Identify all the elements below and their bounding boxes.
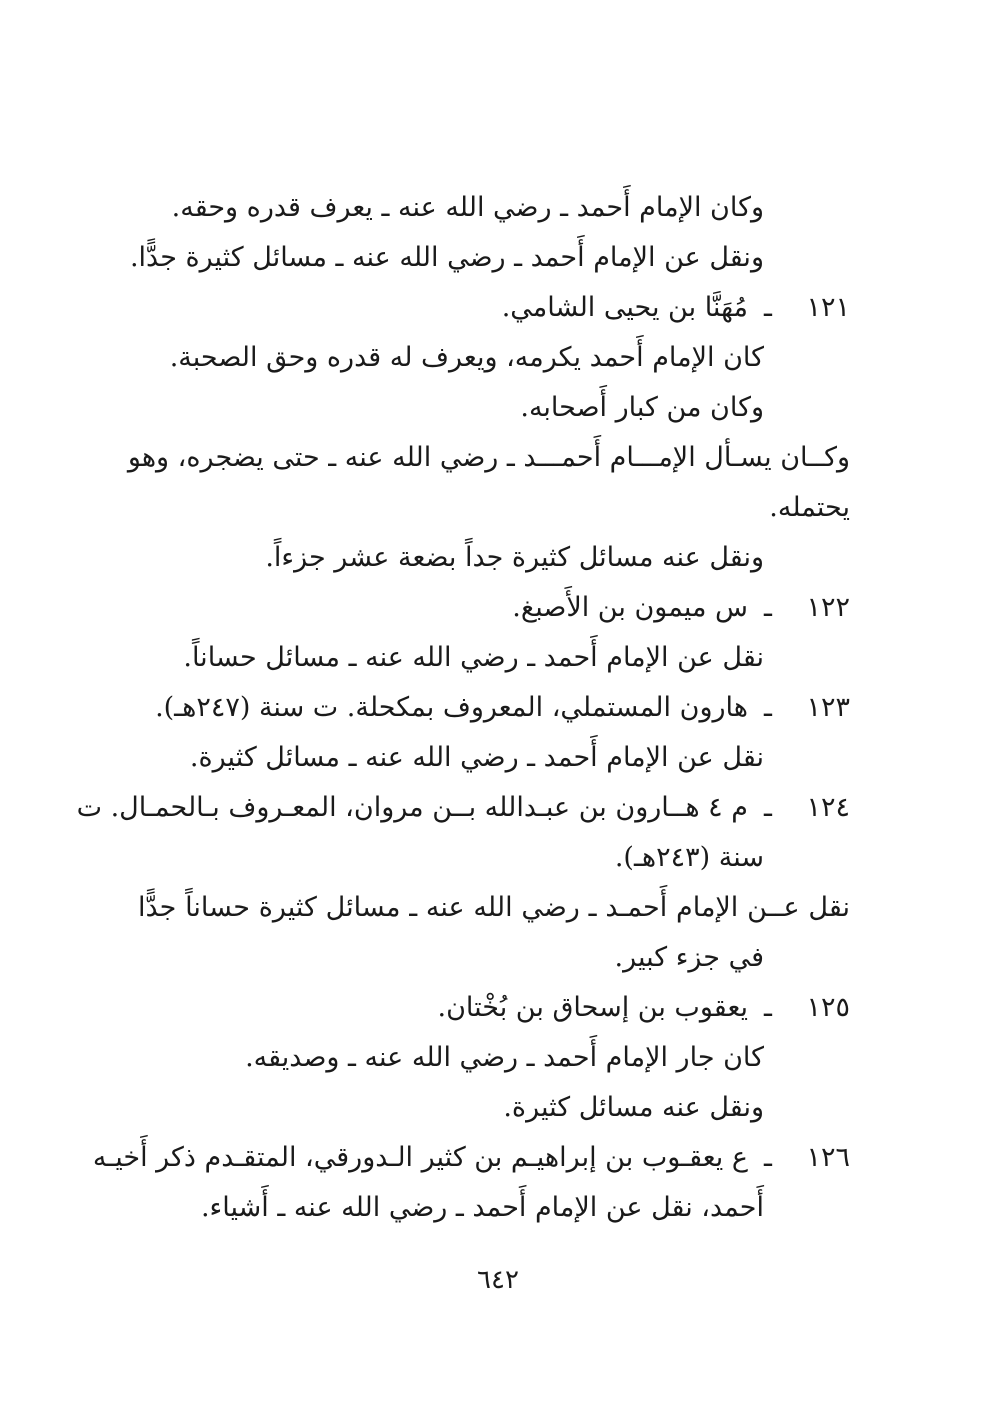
text-line: ونقل عنه مسائل كثيرة. — [503, 1092, 764, 1123]
entry-dash: ـ — [764, 592, 772, 623]
entry-125 — [438, 988, 851, 1028]
text-line: وكان الإمام أَحمد ـ رضي الله عنه ـ يعرف قدره وحقه. — [171, 192, 764, 223]
text-line: وكان من كبار أَصحابه. — [520, 392, 764, 423]
entry-122 — [512, 588, 850, 628]
entry-title: م ٤ هــارون بن عبـدالله بــن مروان، المعـروف بـالحمـال. ت — [76, 792, 748, 823]
page-number: ٦٤٢ — [477, 1265, 519, 1295]
text-line: في جزء كبير. — [614, 942, 764, 973]
entry-number: ١٢١ — [806, 292, 850, 323]
entry-number: ١٢٣ — [806, 692, 850, 723]
entry-number: ١٢٥ — [806, 992, 850, 1023]
entry-dash: ـ — [764, 792, 772, 823]
entry-number: ١٢٤ — [806, 792, 850, 823]
entry-title: مُهَنَّا بن يحيى الشامي. — [501, 292, 748, 323]
entry-title: س ميمون بن الأَصبغ. — [512, 592, 748, 623]
entry-title: هارون المستملي، المعروف بمكحلة. ت سنة (٢٤٧هـ). — [155, 692, 748, 723]
entry-dash: ـ — [764, 992, 772, 1023]
entry-dash: ـ — [764, 292, 772, 323]
text-line: ونقل عن الإمام أَحمد ـ رضي الله عنه ـ مسائل كثيرة جدًّا. — [129, 242, 764, 273]
entry-number: ١٢٦ — [806, 1142, 850, 1173]
text-line: كان جار الإمام أَحمد ـ رضي الله عنه ـ وصديقه. — [245, 1042, 764, 1073]
text-line: وكــان يسـأل الإمـــام أَحمـــد ـ رضي الله عنه ـ حتى يضجره، وهو — [127, 442, 850, 473]
entry-126 — [93, 1138, 850, 1178]
text-line: نقل عن الإمام أَحمد ـ رضي الله عنه ـ مسائل حساناً. — [183, 642, 764, 673]
entry-123 — [155, 688, 850, 728]
entry-121 — [502, 288, 850, 328]
text-line: يحتمله. — [769, 492, 850, 523]
text-line: سنة (٢٤٣هـ). — [614, 842, 764, 873]
text-line: نقل عــن الإمام أَحمـد ـ رضي الله عنه ـ مسائل كثيرة حساناً جدًّا — [138, 892, 850, 923]
entry-dash: ـ — [764, 692, 772, 723]
text-line: ونقل عنه مسائل كثيرة جداً بضعة عشر جزءاً. — [265, 542, 764, 573]
entry-124 — [77, 788, 850, 828]
entry-title: ع يعقـوب بن إبراهيـم بن كثير الـدورقي، المتقـدم ذكر أَخيـه — [92, 1142, 748, 1173]
entry-title: يعقوب بن إسحاق بن بُخْتان. — [437, 992, 748, 1023]
text-line: أَحمد، نقل عن الإمام أَحمد ـ رضي الله عنه ـ أَشياء. — [200, 1192, 764, 1223]
entry-number: ١٢٢ — [806, 592, 850, 623]
text-line: نقل عن الإمام أَحمد ـ رضي الله عنه ـ مسائل كثيرة. — [189, 742, 764, 773]
entry-dash: ـ — [764, 1142, 772, 1173]
text-line: كان الإمام أَحمد يكرمه، ويعرف له قدره وحق الصحبة. — [169, 342, 764, 373]
